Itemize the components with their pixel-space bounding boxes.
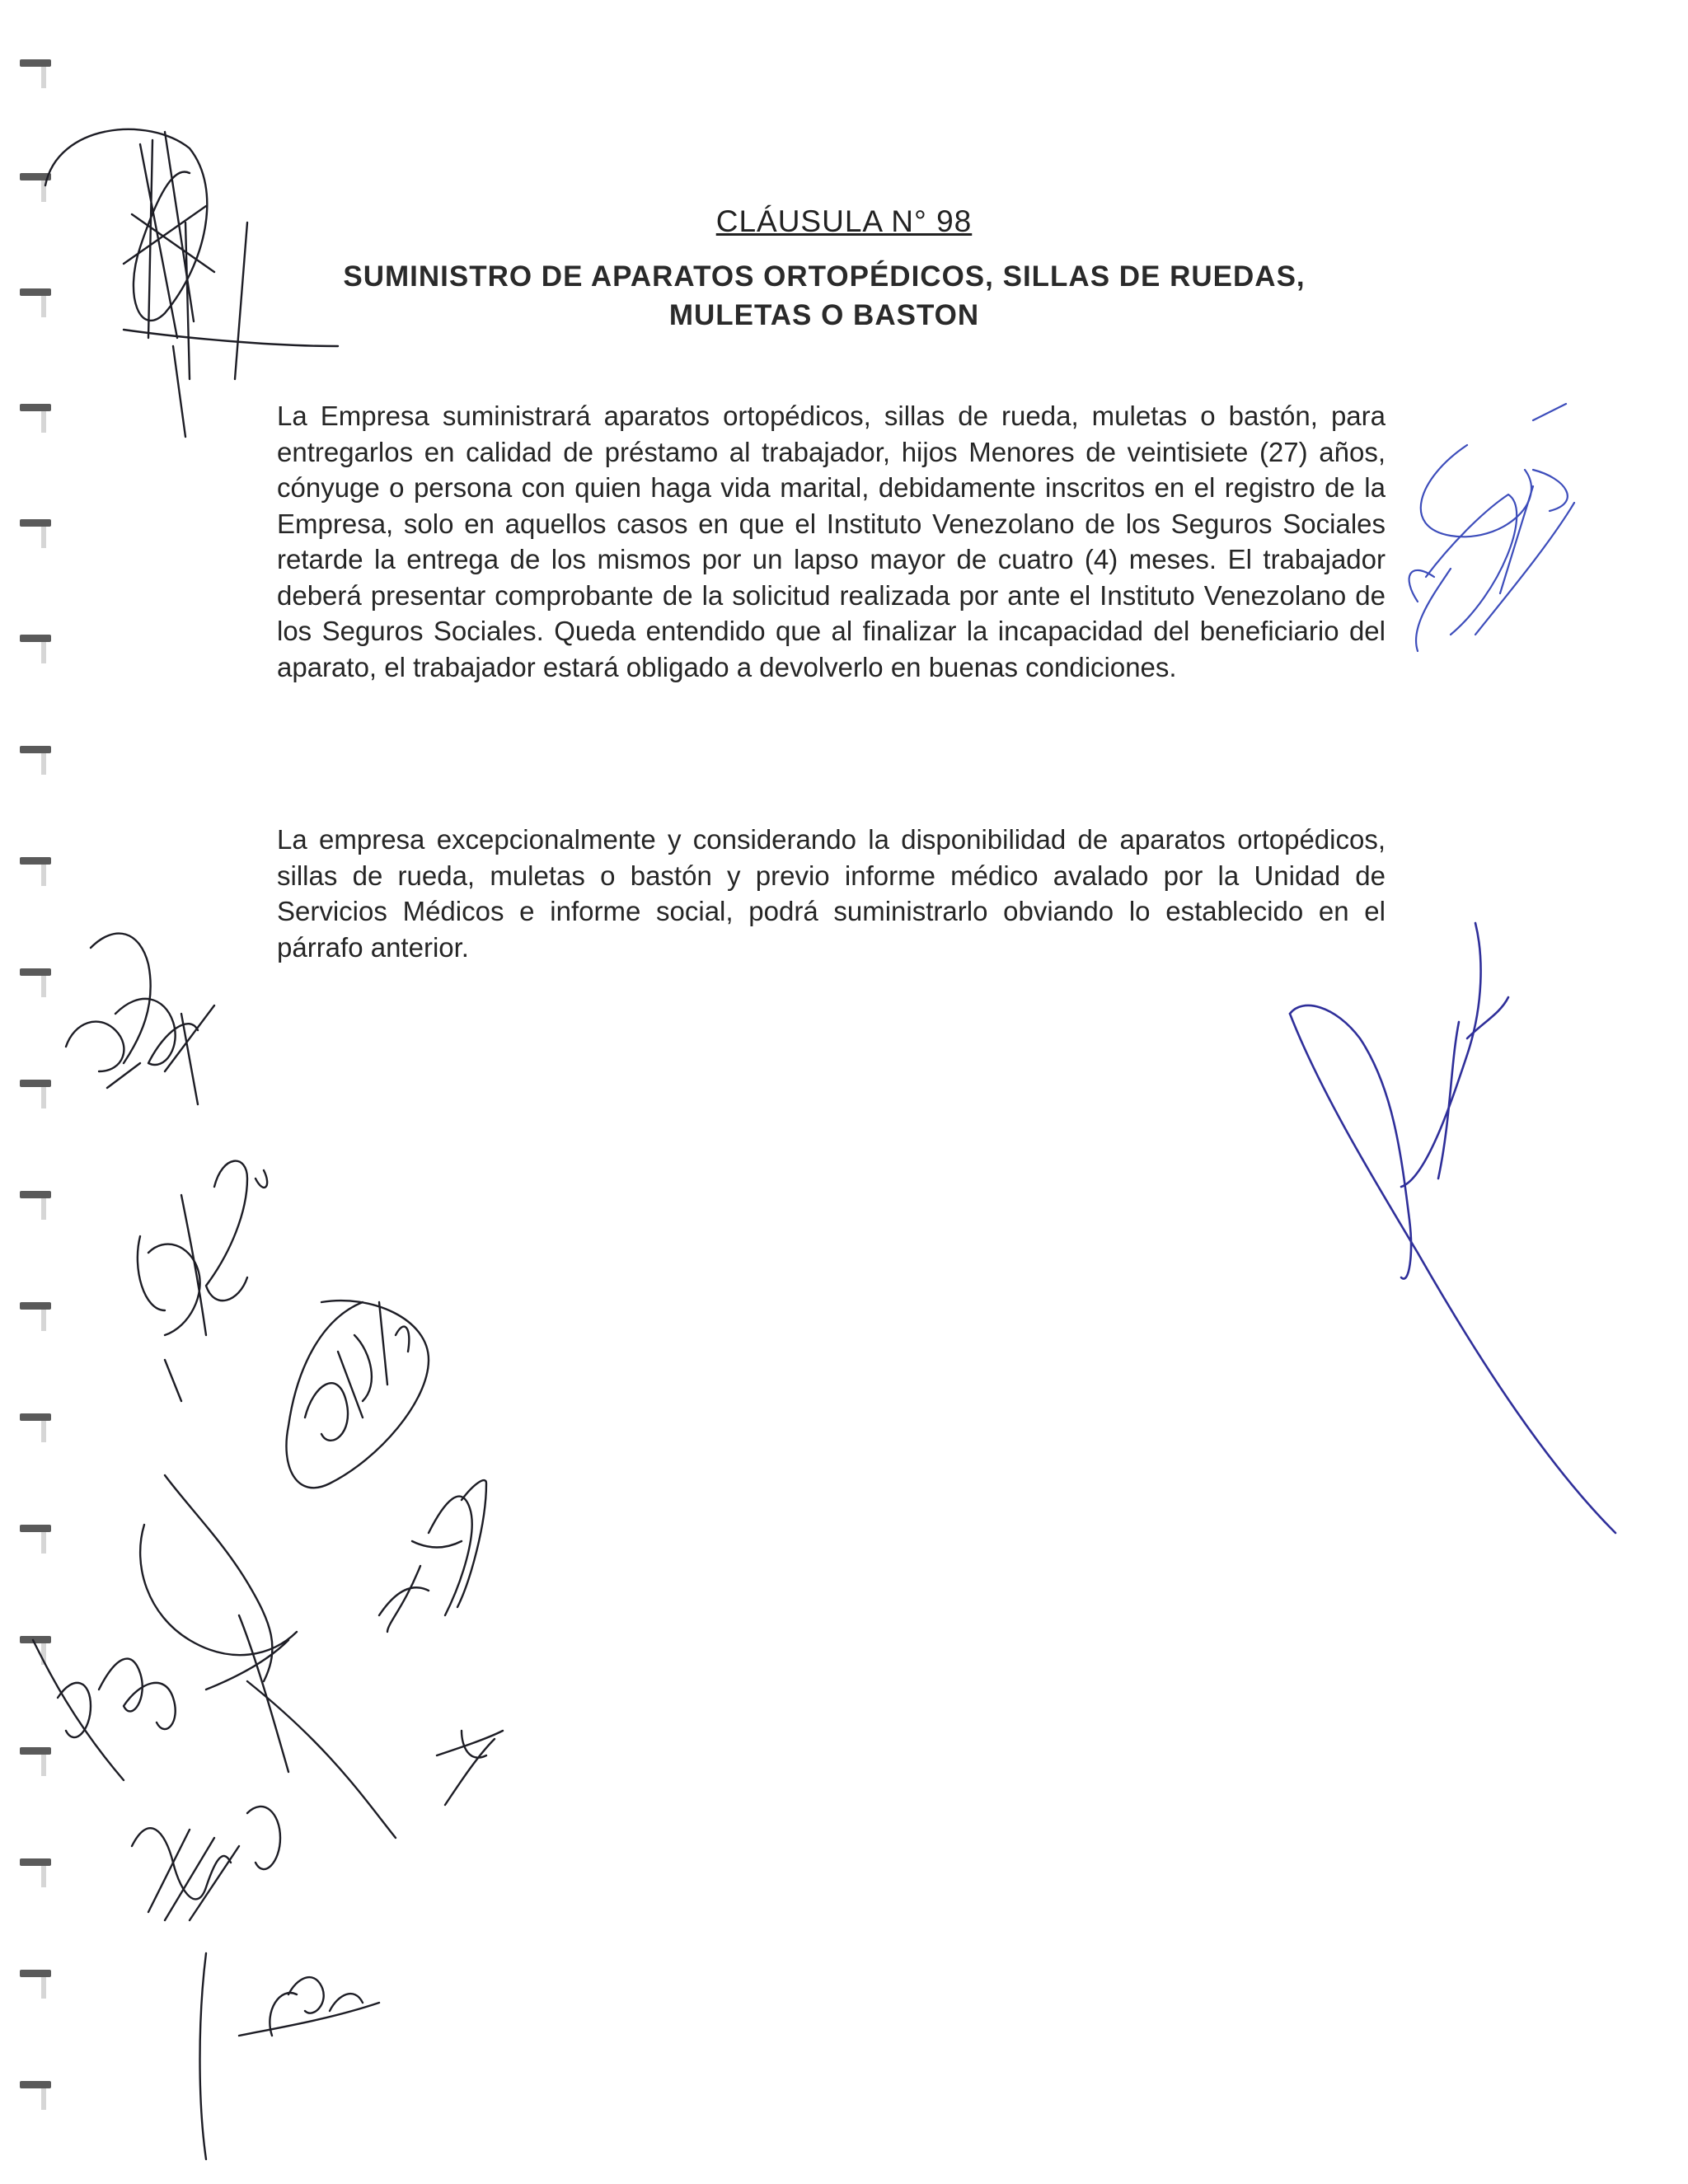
clause-title-line-2: MULETAS O BASTON — [668, 299, 980, 331]
signature-left-5 — [33, 1475, 396, 1838]
binder-mark — [20, 288, 51, 296]
binder-mark — [20, 1413, 51, 1421]
signature-right-blue-large — [1290, 923, 1615, 1533]
signature-left-3 — [286, 1301, 429, 1488]
signature-left-7 — [132, 1807, 280, 2159]
binder-mark — [20, 59, 51, 67]
binder-mark — [20, 746, 51, 753]
signature-left-1 — [66, 934, 214, 1104]
binder-mark — [20, 1302, 51, 1310]
binder-mark — [20, 968, 51, 976]
binder-mark — [20, 173, 51, 180]
clause-number: CLÁUSULA N° 98 — [715, 204, 973, 238]
signature-left-6 — [437, 1731, 503, 1805]
signature-left-2 — [138, 1161, 267, 1401]
binder-mark — [20, 1080, 51, 1087]
binder-mark — [20, 1747, 51, 1755]
binder-mark — [20, 1858, 51, 1866]
binder-mark — [20, 1970, 51, 1977]
signature-left-8 — [239, 1977, 379, 2036]
binder-mark — [20, 519, 51, 527]
binder-mark — [20, 1525, 51, 1532]
binder-mark — [20, 2081, 51, 2088]
clause-title — [247, 257, 1401, 335]
binder-mark — [20, 1191, 51, 1198]
binder-mark — [20, 857, 51, 865]
binder-mark — [20, 635, 51, 642]
body-paragraph-2: La empresa excepcionalmente y considerando la disponibilidad de aparatos ortopédicos, sillas de rueda, muletas o bastón y previo informe médico avalado por la Unidad de Servicios Médicos e informe social, podrá suministrarlo obviando lo establecido en el párrafo anterior. — [277, 824, 1386, 963]
binder-mark — [20, 1636, 51, 1643]
signature-left-4 — [379, 1480, 486, 1632]
body-paragraph-1: La Empresa suministrará aparatos ortopédicos, sillas de rueda, muletas o bastón, para entregarlos en calidad de préstamo al trabajador, hijos Menores de veintisiete (27) años, cónyuge o persona con quien haga vida marital, debidamente inscritos en el registro de la Empresa, solo en aquellos casos en que el Instituto Venezolano de los Seguros Sociales retarde la entrega de los mismos por un lapso mayor de cuatro (4) meses. El trabajador deberá presentar comprobante de la solicitud realizada por ante el Instituto Venezolano de los Seguros Sociales. Queda entendido que al finalizar la incapacidad del beneficiario del aparato, el trabajador estará obligado a devolverlo en buenas condiciones. — [277, 401, 1386, 682]
signature-right-blue-small — [1409, 404, 1574, 651]
binder-mark — [20, 404, 51, 411]
clause-title-line-1: SUMINISTRO DE APARATOS ORTOPÉDICOS, SILLAS DE RUEDAS, — [343, 260, 1306, 293]
